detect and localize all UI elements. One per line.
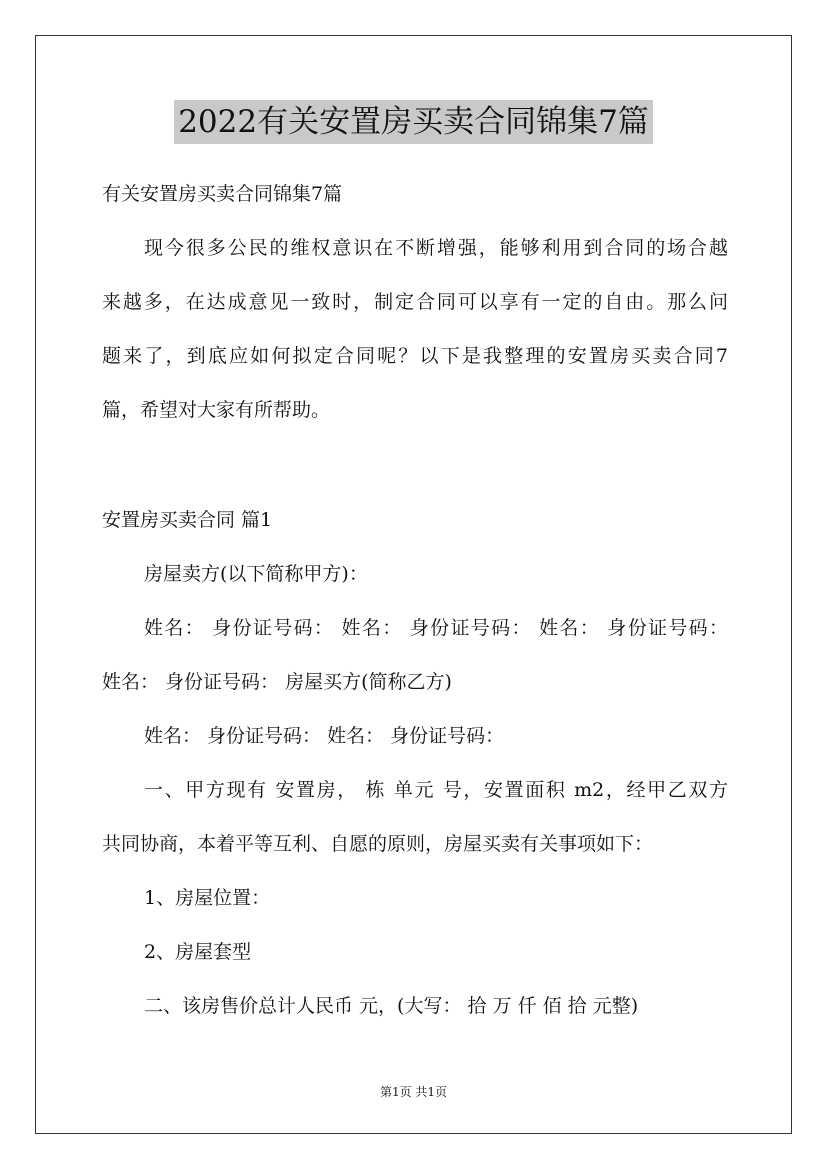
page-footer	[0, 1083, 827, 1100]
title-container	[0, 100, 827, 144]
intro-line-4: 篇，希望对大家有所帮助。	[102, 399, 331, 421]
body-line-4: 姓名： 身份证号码： 姓名： 身份证号码：	[144, 725, 505, 747]
document-title: 2022有关安置房买卖合同锦集7篇	[174, 100, 653, 144]
body-line-7: 1、房屋位置：	[144, 887, 271, 909]
body-line-9: 二、该房售价总计人民币 元，(大写： 拾 万 仟 佰 拾 元整)	[144, 995, 639, 1017]
intro-line-1: 现今很多公民的维权意识在不断增强，能够利用到合同的场合越	[144, 237, 728, 259]
intro-line-2: 来越多，在达成意见一致时，制定合同可以享有一定的自由。那么问	[102, 291, 728, 313]
body-line-2: 姓名： 身份证号码： 姓名： 身份证号码： 姓名： 身份证号码：	[144, 617, 728, 639]
body-line-1: 房屋卖方(以下简称甲方)：	[144, 563, 368, 585]
section-title: 安置房买卖合同 篇1	[102, 509, 273, 531]
body-line-8: 2、房屋套型	[144, 941, 252, 963]
body-line-6: 共同协商，本着平等互利、自愿的原则，房屋买卖有关事项如下：	[102, 833, 654, 855]
intro-line-3: 题来了，到底应如何拟定合同呢？以下是我整理的安置房买卖合同7	[102, 345, 728, 367]
body-line-3: 姓名： 身份证号码： 房屋买方(简称乙方)	[102, 671, 452, 693]
document-subtitle: 有关安置房买卖合同锦集7篇	[102, 183, 343, 205]
page-number-label: 第1页 共1页	[379, 1085, 448, 1099]
body-line-5: 一、甲方现有 安置房， 栋 单元 号，安置面积 m2，经甲乙双方	[144, 779, 728, 801]
